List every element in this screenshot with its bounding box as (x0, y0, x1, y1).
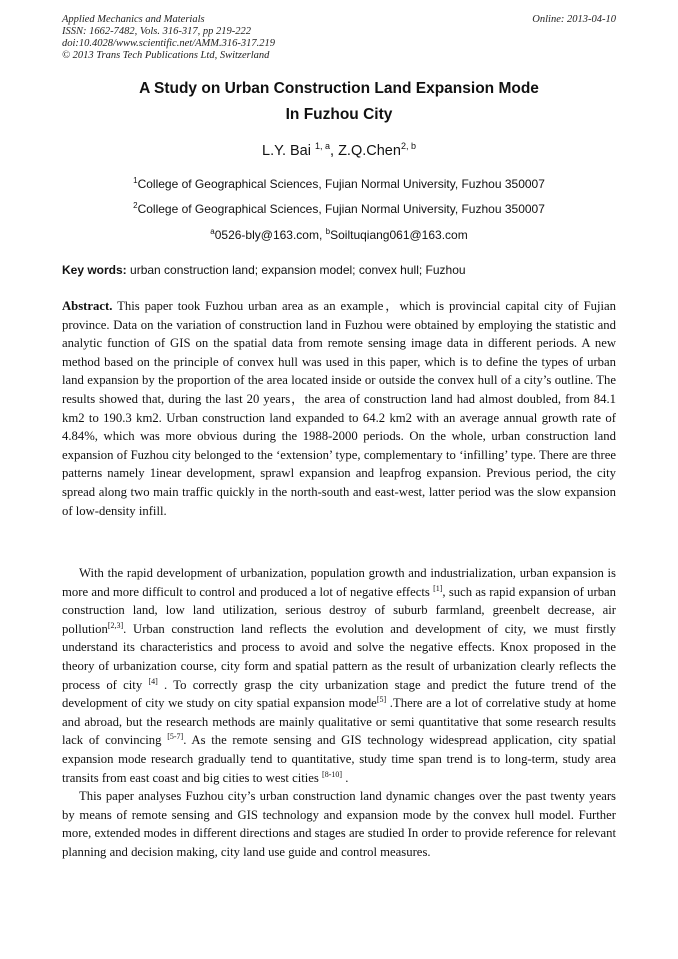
body-text: . Urban construction land reflects the evolution and development of city, we must firstly understand its characteristics and process to avoid and solve the negative effects. Knox proposed in the theory of urbanization course, city form and spatial pattern as the result of urbanization clearly reflects the process of city (62, 621, 616, 692)
issn-line: ISSN: 1662-7482, Vols. 316-317, pp 219-222 (62, 26, 251, 37)
email-line (62, 228, 616, 242)
affiliation-text: College of Geographical Sciences, Fujian Normal University, Fuzhou 350007 (137, 202, 545, 216)
abstract-label: Abstract. (62, 299, 113, 313)
author-superscript: 2, b (400, 141, 416, 151)
author-separator: , (330, 143, 339, 159)
introduction (62, 564, 616, 862)
author-list (62, 143, 616, 159)
intro-paragraph-1 (62, 564, 616, 787)
journal-header (62, 14, 616, 62)
citation: [5-7] (167, 732, 184, 742)
affiliation-marker: 2 (133, 201, 138, 210)
email-marker: a (210, 227, 215, 236)
body-text: . As the remote sensing and GIS technology widespread application, city spatial expansion mode research gradually tend to quantitative, study time span trend is to long-term, study area transits from east coast and big cities to west cities (62, 733, 616, 785)
abstract (62, 297, 616, 520)
keywords-text: urban construction land; expansion model; convex hull; Fuzhou (126, 263, 466, 277)
body-text: With the rapid development of urbanization, population growth and industrialization, urban expansion is more and more difficult to control and produced a lot of negative effects (62, 566, 616, 599)
body-text: .There are a lot of correlative study at home and abroad, but the research methods are mainly qualitative or semi quantitative that some research results lack of convincing (62, 696, 616, 748)
journal-name: Applied Mechanics and Materials (62, 14, 205, 25)
abstract-text: This paper took Fuzhou urban area as an example，which is provincial capital city of Fujian province. Data on the variation of construction land in Fuzhou were obtained by employing the statistic and analytic function of GIS on the spatial data from remote sensing image data in different periods. A new method based on the principle of convex hull was used in this paper, which is to define the types of urban land expansion by the proportion of the area located inside or outside the convex hull of a city’s outline. The results showed that, during the last 20 years，the area of construction land had almost doubled, from 84.1 km2 to 190.3 km2. Urban construction land expanded to 64.2 km2 with an average annual growth rate of 4.84%, which was more obvious during the 1988-2000 periods. On the whole, urban construction land expansion of Fuzhou city belonged to the ‘extension’ type, complementary to ‘infilling’ type. There are three patterns namely 1inear development, sprawl expansion and leapfrog expansion. Previous period, the city spread along two main traffic quickly in the north-south and east-west, latter period was the slow expansion of low-density infill. (62, 299, 616, 518)
citation: [5] (376, 695, 387, 705)
copyright-line: © 2013 Trans Tech Publications Ltd, Switzerland (62, 50, 270, 61)
body-text: . (342, 770, 349, 785)
citation: [8-10] (322, 769, 343, 779)
author-superscript: 1, a (315, 141, 331, 151)
email-text: Soiltuqiang061@163.com (330, 228, 468, 242)
email-marker: b (325, 227, 331, 236)
paper-title-line-1: A Study on Urban Construction Land Expansion Mode (139, 80, 539, 97)
keywords (62, 263, 616, 277)
citation: [4] (148, 676, 158, 686)
paper-title-line-2: In Fuzhou City (285, 106, 393, 123)
intro-paragraph-2: This paper analyses Fuzhou city’s urban construction land dynamic changes over the past twenty years by means of remote sensing and GIS technology and expansion mode by the convex hull model. Further more, extended modes in different directions and stages are studied In order to provide reference for relevant planning and decision making, city land use guide and control measures. (62, 789, 616, 859)
citation: [1] (433, 583, 443, 593)
body-text: , such as rapid expansion of urban construction land, low land utilization, serious destroy of suburb farmland, greenbelt decrease, air pollution (62, 584, 617, 636)
affiliation-text: College of Geographical Sciences, Fujian Normal University, Fuzhou 350007 (137, 177, 545, 191)
body-text: . To correctly grasp the city urbanization stage and predict the future trend of the development of city we study on city spatial expansion mode (62, 677, 616, 711)
affiliation-1 (62, 177, 616, 191)
email-text: 0526-bly@163.com, (214, 228, 326, 242)
author-name: Z.Q.Chen (338, 143, 401, 159)
citation: [2,3] (107, 620, 124, 630)
keywords-label: Key words: (62, 263, 127, 277)
affiliation-2 (62, 202, 616, 216)
online-date: Online: 2013-04-10 (532, 14, 616, 25)
affiliation-marker: 1 (133, 176, 138, 185)
author-name: L.Y. Bai (262, 143, 311, 159)
doi-line: doi:10.4028/www.scientific.net/AMM.316-317.219 (62, 38, 275, 49)
